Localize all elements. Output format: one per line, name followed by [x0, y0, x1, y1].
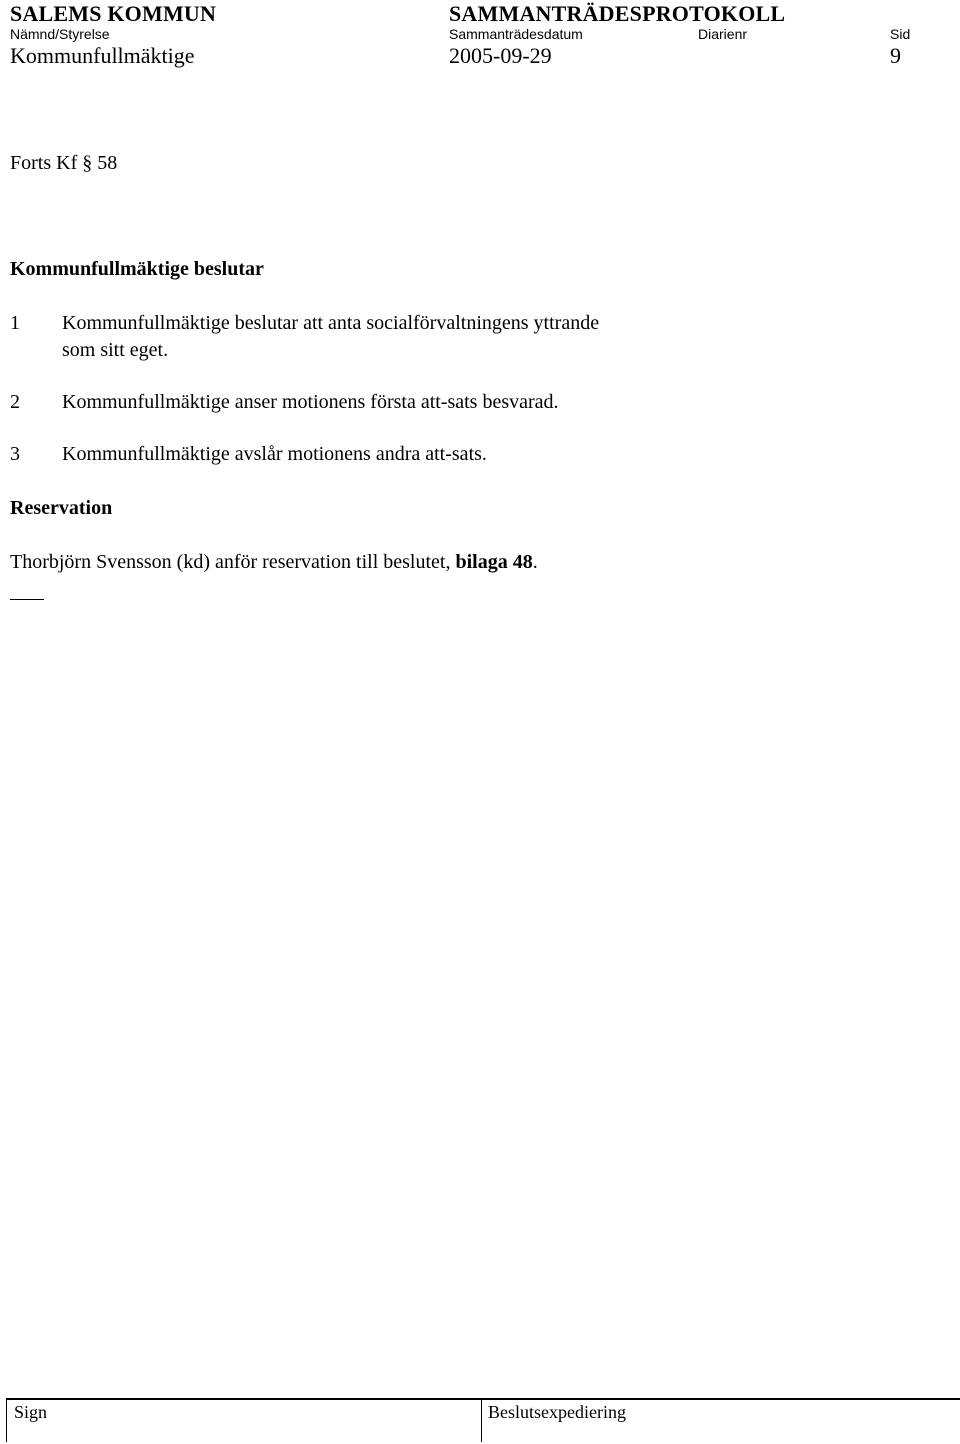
footer-divider: [481, 1398, 482, 1442]
end-rule: [10, 599, 44, 600]
reservation-text: [10, 549, 538, 575]
decision-1-line-2: som sitt eget.: [62, 339, 169, 361]
document-type: SAMMANTRÄDESPROTOKOLL: [449, 1, 786, 26]
meeting-date-label: Sammanträdesdatum: [449, 26, 583, 42]
decision-2-line-1: Kommunfullmäktige anser motionens första att-sats besvarad.: [62, 391, 559, 413]
organization-name: SALEMS KOMMUN: [10, 1, 217, 26]
committee-label: Nämnd/Styrelse: [10, 26, 110, 42]
reservation-heading: Reservation: [10, 497, 113, 519]
footer-top-rule: [6, 1398, 960, 1444]
decision-1-number: 1: [10, 312, 20, 334]
section-reference: Forts Kf § 58: [10, 152, 118, 174]
reservation-end: .: [532, 551, 538, 573]
decision-3-number: 3: [10, 443, 20, 465]
decision-3-line-1: Kommunfullmäktige avslår motionens andra att-sats.: [62, 443, 487, 465]
decision-heading: Kommunfullmäktige beslutar: [10, 258, 264, 280]
page-number: 9: [890, 43, 901, 68]
dispatch-label: Beslutsexpediering: [488, 1402, 626, 1422]
decision-2-number: 2: [10, 391, 20, 413]
record-number-label: Diarienr: [698, 26, 748, 42]
committee-value: Kommunfullmäktige: [10, 43, 195, 68]
decision-1-line-1: Kommunfullmäktige beslutar att anta socialförvaltningens yttrande: [62, 312, 600, 334]
sign-label: Sign: [14, 1402, 48, 1422]
footer-left-border: [6, 1398, 7, 1442]
page-label: Sid: [890, 26, 911, 42]
attachment-reference: bilaga 48: [455, 551, 533, 573]
reservation-statement: Thorbjörn Svensson (kd) anför reservation till beslutet,: [10, 551, 456, 573]
meeting-date-value: 2005-09-29: [449, 43, 552, 68]
